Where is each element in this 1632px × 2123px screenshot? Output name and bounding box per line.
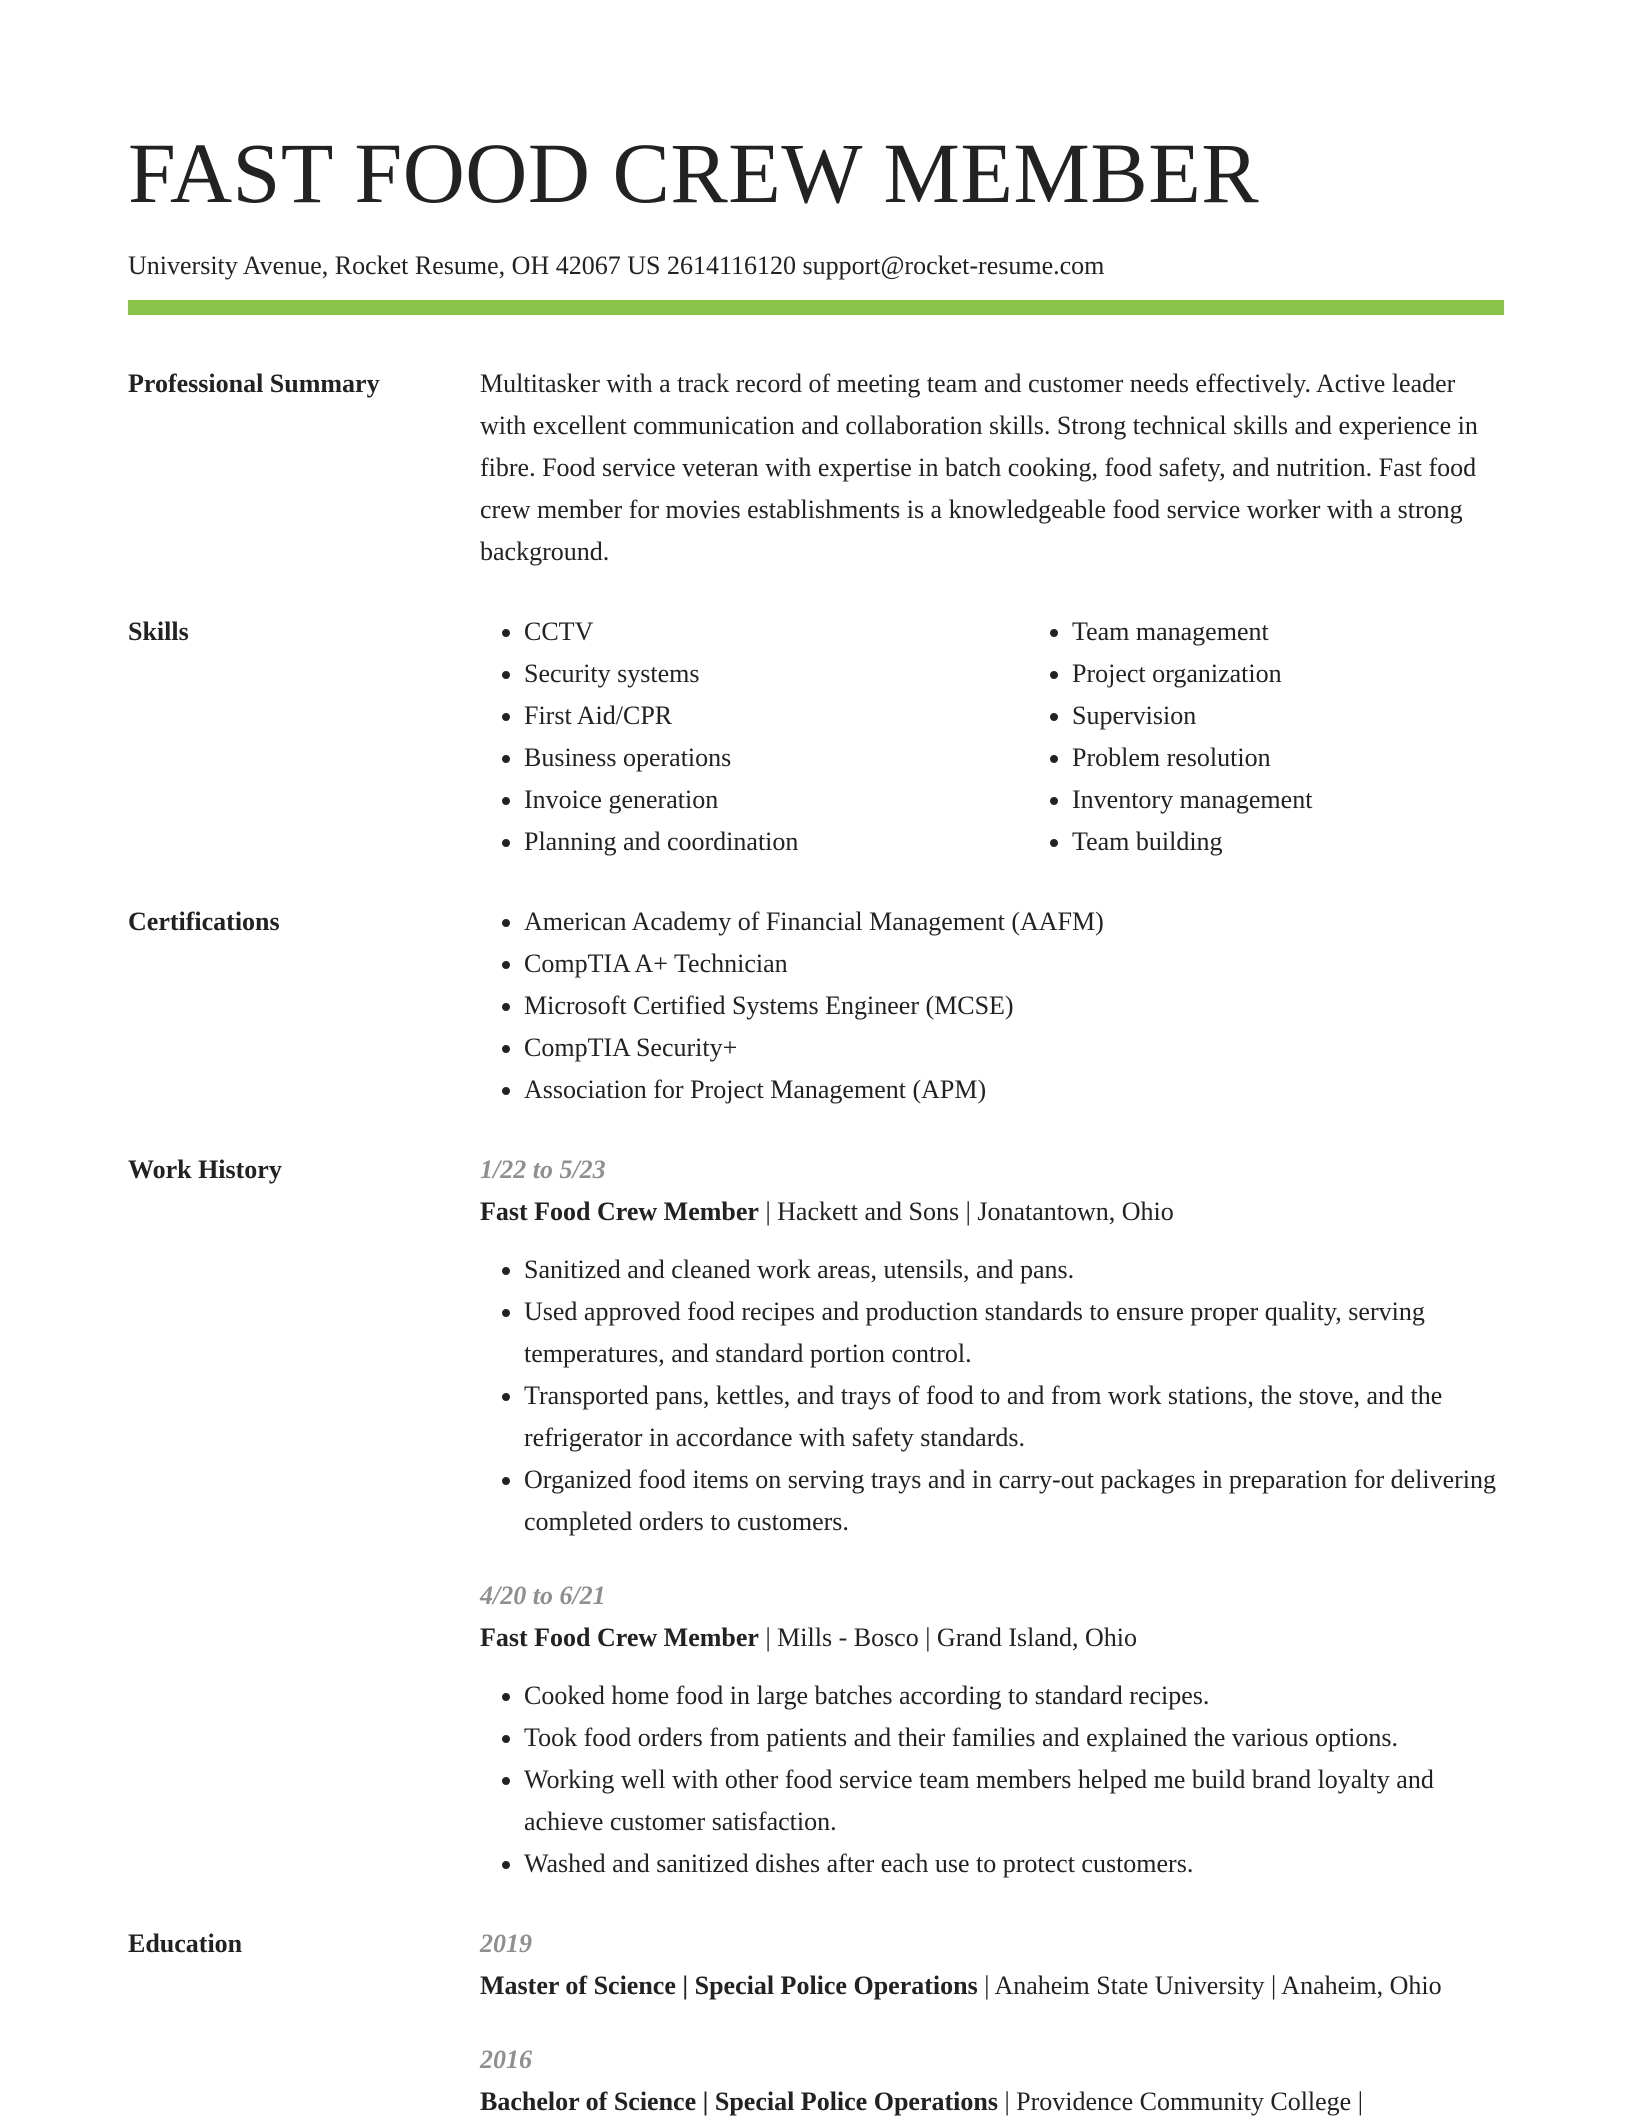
job-bullet: • Washed and sanitized dishes after each use to protect customers. — [524, 1843, 1504, 1885]
skill-item: • CCTV — [524, 611, 1028, 653]
certification-item: • Association for Project Management (APM) — [524, 1069, 1504, 1111]
job-bullets — [480, 1249, 1504, 1543]
skill-item: • Team building — [1072, 821, 1576, 863]
job-title-line — [480, 1191, 1504, 1233]
certification-item: • CompTIA A+ Technician — [524, 943, 1504, 985]
job-details: | Hackett and Sons | Jonatantown, Ohio — [758, 1197, 1174, 1226]
job-details: | Mills - Bosco | Grand Island, Ohio — [758, 1623, 1137, 1652]
section-title: Certifications — [128, 907, 280, 936]
resume-page — [128, 120, 1504, 2123]
job-bullet: • Working well with other food service team members helped me build brand loyalty and achieve customer satisfaction. — [524, 1759, 1504, 1843]
job-bullet: • Took food orders from patients and their families and explained the various options. — [524, 1717, 1504, 1759]
education-entry — [480, 1923, 1504, 2007]
skill-item: • Security systems — [524, 653, 1028, 695]
job-bullet: • Cooked home food in large batches according to standard recipes. — [524, 1675, 1504, 1717]
skill-item: • Inventory management — [1072, 779, 1576, 821]
section-title: Work History — [128, 1155, 282, 1184]
certification-item: • CompTIA Security+ — [524, 1027, 1504, 1069]
job-date: 1/22 to 5/23 — [480, 1155, 606, 1184]
job-title-line — [480, 1617, 1504, 1659]
education-degree: Bachelor of Science | Special Police Operations — [480, 2087, 998, 2116]
skill-item: • First Aid/CPR — [524, 695, 1028, 737]
skills-list-left — [480, 611, 1028, 863]
skill-item: • Problem resolution — [1072, 737, 1576, 779]
education-line — [480, 2081, 1504, 2123]
skills-list-right — [1028, 611, 1576, 863]
section-title: Skills — [128, 617, 189, 646]
job-bullet: • Sanitized and cleaned work areas, utensils, and pans. — [524, 1249, 1504, 1291]
skill-item: • Team management — [1072, 611, 1576, 653]
certifications-section — [128, 901, 1504, 1111]
education-date: 2016 — [480, 2045, 532, 2074]
education-date: 2019 — [480, 1929, 532, 1958]
skill-item: • Supervision — [1072, 695, 1576, 737]
job-role: Fast Food Crew Member — [480, 1197, 759, 1226]
job-date: 4/20 to 6/21 — [480, 1581, 606, 1610]
job-bullets — [480, 1675, 1504, 1885]
job-role: Fast Food Crew Member — [480, 1623, 759, 1652]
job-bullet: • Organized food items on serving trays and in carry-out packages in preparation for delivering completed orders to customers. — [524, 1459, 1504, 1543]
summary-text: Multitasker with a track record of meeting team and customer needs effectively. Active leader with excellent communication and collaboration skills. Strong technical skills and experience in fibre. Food service veteran with expertise in batch cooking, food safety, and nutrition. Fast food crew member for movies establishments is a knowledgeable food service worker with a strong background. — [480, 369, 1478, 566]
skill-item: • Invoice generation — [524, 779, 1028, 821]
education-details: | Providence Community College | — [997, 2087, 1363, 2116]
summary-section — [128, 363, 1504, 573]
certification-item: • American Academy of Financial Management (AAFM) — [524, 901, 1504, 943]
education-degree: Master of Science | Special Police Operations — [480, 1971, 978, 2000]
section-title: Education — [128, 1929, 243, 1958]
certifications-list — [480, 901, 1504, 1111]
work-history-section — [128, 1149, 1504, 1885]
education-entry — [480, 2039, 1504, 2123]
skill-item: • Planning and coordination — [524, 821, 1028, 863]
section-title: Professional Summary — [128, 369, 380, 398]
skill-item: • Business operations — [524, 737, 1028, 779]
job-bullet: • Used approved food recipes and production standards to ensure proper quality, serving temperatures, and standard portion control. — [524, 1291, 1504, 1375]
job-entry — [480, 1575, 1504, 1885]
education-section — [128, 1923, 1504, 2123]
contact-line: University Avenue, Rocket Resume, OH 42067 US 2614116120 support@rocket-resume.com — [128, 251, 1105, 280]
skill-item: • Project organization — [1072, 653, 1576, 695]
job-entry — [480, 1149, 1504, 1543]
skills-section — [128, 611, 1504, 863]
certification-item: • Microsoft Certified Systems Engineer (MCSE) — [524, 985, 1504, 1027]
accent-divider — [128, 300, 1504, 315]
education-details: | Anaheim State University | Anaheim, Ohio — [977, 1971, 1442, 2000]
education-line — [480, 1965, 1504, 2007]
resume-name-heading: FAST FOOD CREW MEMBER — [128, 125, 1260, 221]
job-bullet: • Transported pans, kettles, and trays of food to and from work stations, the stove, and the refrigerator in accordance with safety standards. — [524, 1375, 1504, 1459]
